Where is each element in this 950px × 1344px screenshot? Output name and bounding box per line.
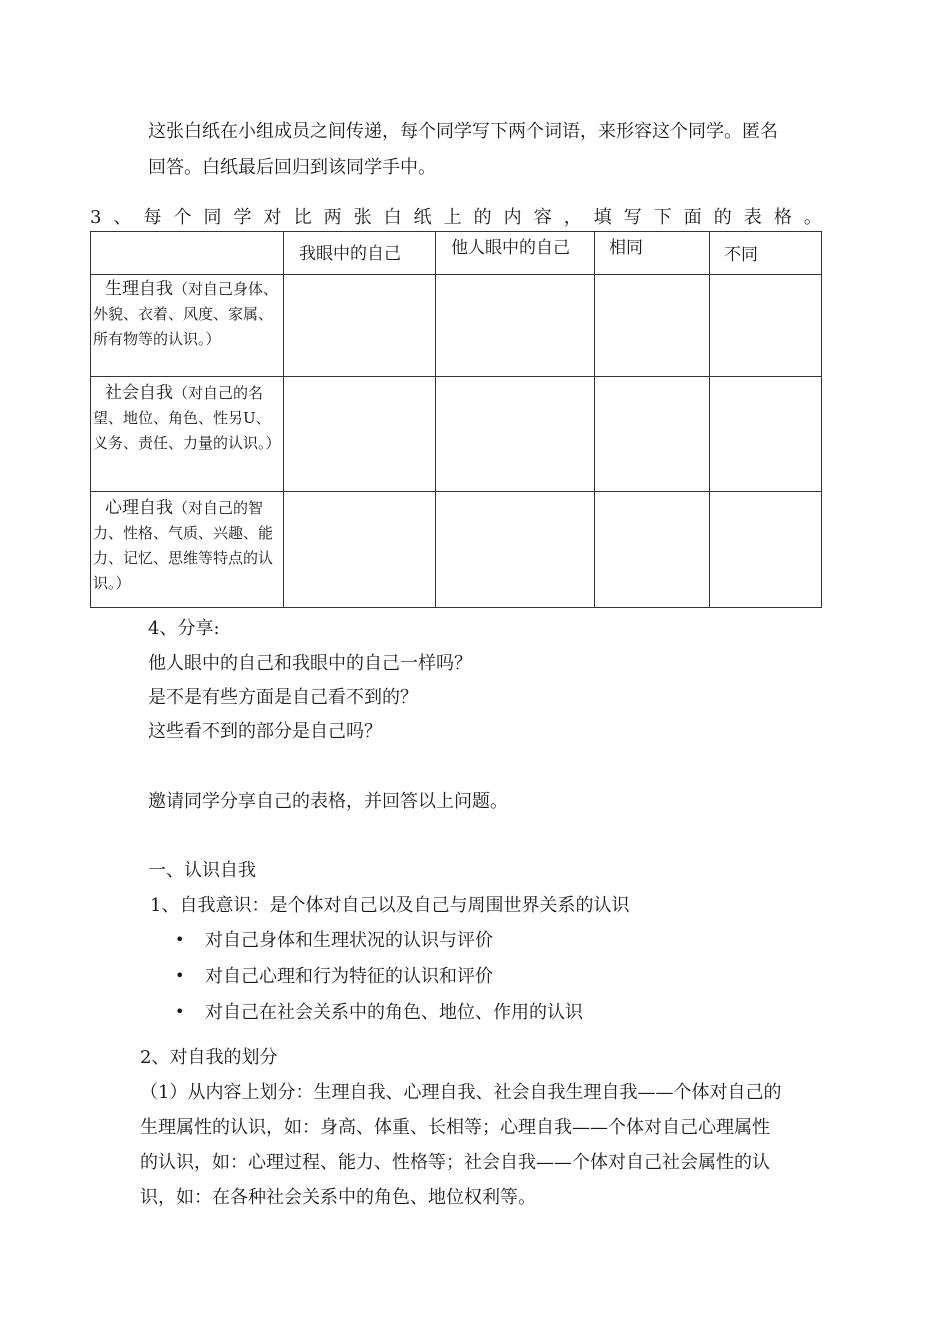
share-heading: 4、分享: <box>148 618 220 639</box>
step-3-char: 表 <box>743 207 762 228</box>
table-row <box>91 377 822 492</box>
table-row <box>91 492 822 608</box>
header-cell-empty <box>91 232 284 275</box>
step-3-char: 下 <box>653 207 672 228</box>
row-label-psychological-self: 心理自我（对自己的智力、性格、气质、兴趣、能力、记忆、思维等特点的认识。） <box>91 492 284 608</box>
share-question-2: 是不是有些方面是自己看不到的？ <box>148 687 418 708</box>
step-3-char: 同 <box>203 207 222 228</box>
intro-line-2: 回答。白纸最后回归到该同学手中。 <box>148 157 436 178</box>
table-cell[interactable] <box>436 492 595 608</box>
self-comparison-table <box>90 231 822 608</box>
table-cell[interactable] <box>710 377 822 492</box>
row-label-physical-self: 生理自我（对自己身体、外貌、衣着、风度、家属、所有物等的认识。） <box>91 275 284 377</box>
step-3-char: ， <box>563 207 582 228</box>
table-cell[interactable] <box>284 275 436 377</box>
table-cell[interactable] <box>710 492 822 608</box>
bullet-icon: • <box>175 1002 185 1021</box>
division-paragraph-line: 的认识，如：心理过程、能力、性格等；社会自我——个体对自己社会属性的认 <box>140 1152 770 1173</box>
section-heading: 一、认识自我 <box>148 860 256 881</box>
step-3-char: 白 <box>383 207 402 228</box>
bullet-icon: • <box>175 930 185 949</box>
table-cell[interactable] <box>595 377 710 492</box>
step-3-char: 、 <box>113 207 132 228</box>
share-question-3: 这些看不到的部分是自己吗？ <box>148 721 382 742</box>
header-cell-same: 相同 <box>595 232 710 275</box>
step-3-char: 格 <box>773 207 792 228</box>
step-3-char: 两 <box>323 207 342 228</box>
step-3-char: 面 <box>683 207 702 228</box>
step-3-char: 学 <box>233 207 252 228</box>
table-cell[interactable] <box>595 275 710 377</box>
step-3-char: 个 <box>173 207 192 228</box>
step-3-char: 纸 <box>413 207 432 228</box>
step-3-char: 的 <box>713 207 732 228</box>
bullet-item: 对自己在社会关系中的角色、地位、作用的认识 <box>205 1002 583 1023</box>
step-3-instruction <box>90 206 822 230</box>
step-3-char: 比 <box>293 207 312 228</box>
table-cell[interactable] <box>284 492 436 608</box>
division-paragraph-line: 生理属性的认识，如：身高、体重、长相等；心理自我——个体对自己心理属性 <box>140 1117 770 1138</box>
header-cell-others-view: 他人眼中的自己 <box>436 232 595 275</box>
self-division-heading: 2、对自我的划分 <box>140 1047 278 1068</box>
header-cell-different: 不同 <box>710 232 822 275</box>
division-paragraph-line: （1）从内容上划分：生理自我、心理自我、社会自我生理自我——个体对自己的 <box>140 1082 782 1103</box>
table-cell[interactable] <box>436 377 595 492</box>
step-3-char: 写 <box>623 207 642 228</box>
step-3-char: 容 <box>533 207 552 228</box>
division-paragraph-line: 识，如：在各种社会关系中的角色、地位权利等。 <box>140 1187 536 1208</box>
table-cell[interactable] <box>436 275 595 377</box>
step-3-char: 3 <box>90 207 102 228</box>
intro-line-1: 这张白纸在小组成员之间传递，每个同学写下两个词语，来形容这个同学。匿名 <box>148 121 778 142</box>
step-3-char: 每 <box>143 207 162 228</box>
table-cell[interactable] <box>284 377 436 492</box>
step-3-char: 内 <box>503 207 522 228</box>
step-3-char: 对 <box>263 207 282 228</box>
share-question-1: 他人眼中的自己和我眼中的自己一样吗？ <box>148 653 472 674</box>
bullet-item: 对自己身体和生理状况的认识与评价 <box>205 930 493 951</box>
step-3-char: 上 <box>443 207 462 228</box>
share-invite: 邀请同学分享自己的表格，并回答以上问题。 <box>148 791 508 812</box>
table-row <box>91 275 822 377</box>
table-header-row <box>91 232 822 275</box>
table-cell[interactable] <box>710 275 822 377</box>
step-3-char: 的 <box>473 207 492 228</box>
step-3-char: 。 <box>803 207 822 228</box>
row-label-social-self: 社会自我（对自己的名望、地位、角色、性另U、义务、责任、力量的认识。） <box>91 377 284 492</box>
bullet-icon: • <box>175 966 185 985</box>
table-cell[interactable] <box>595 492 710 608</box>
step-3-char: 填 <box>593 207 612 228</box>
header-cell-my-view: 我眼中的自己 <box>284 232 436 275</box>
self-awareness-definition: 1、自我意识：是个体对自己以及自己与周围世界关系的认识 <box>150 895 630 916</box>
step-3-char: 张 <box>353 207 372 228</box>
bullet-item: 对自己心理和行为特征的认识和评价 <box>205 966 493 987</box>
